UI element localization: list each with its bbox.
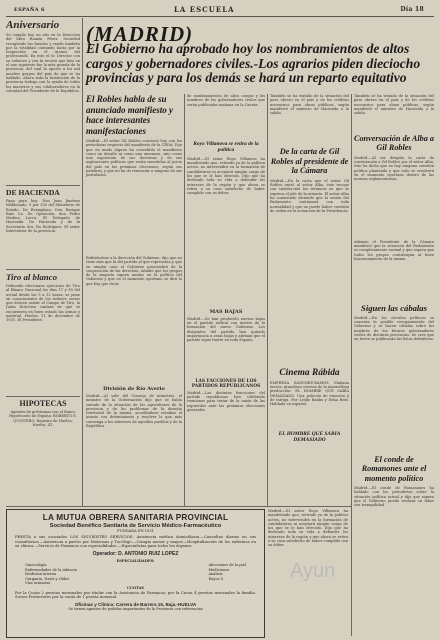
hacienda-heading: DE HACIENDA [6,188,60,197]
column-two [86,94,182,506]
tiro-heading: Tiro al blanco [6,272,57,282]
nombramientos-text: de nombramientos de altos cargos y los nombres de los gobernadores civiles que serán publicados mañana en la Gaceta. [187,94,265,107]
ad-operador: Operador: D. ANTONIO RUIZ LOPEZ [92,550,179,557]
rio-averio-heading: División de Río Averio [103,386,165,392]
ad-footer-note: Se tienen agentes de pedidos importantes de la Provincia con referencias [68,606,203,611]
masthead-title: LA ESCUELA [174,5,235,14]
facciones-heading: LAS FACCIONES DE LOS PARTIDOS REPUBLICANOS [191,378,261,389]
especialidad-item: Vías urinarias [25,580,51,585]
ad-address: Oficinas y Clínica: Carrera de Barrera 15, Baja.-HUELVA [74,601,197,607]
column-separator [184,94,185,506]
divider [6,396,80,397]
archive-watermark: Ayun [290,560,336,582]
col5-top-text: También se ha tratado de la situación del paro obrero en el país y de los créditos necesarios para obras públicas, según manifestó el ministro de Hacienda a la salida. [354,94,434,116]
hombre-heading: EL HOMBRE QUE SABIA DEMASIADO [278,430,341,444]
especialidad-item: Ginecología [25,563,47,568]
robles-text-1: Madrid.—El señor Gil Robles conversó hoy con los periodistas respecto del manifiesto de la CEDA. Dijo que en modo alguno ha concebido el manifiesto como un desafío ni como una amenaza, sino como una exposición de sus doctrinas y de sus aspiraciones políticas que serán sometidas al juicio del país en las próximas elecciones, según sus palabras, y que no ha de renunciar a ninguno de sus postulados. [86,139,182,178]
main-headline [86,22,434,86]
especialidad-item: Garganta, Nariz y Oídos [25,576,70,581]
divider [6,185,80,186]
column-five [354,94,434,636]
ad-cuotas-text: Por la Cuota 2 pesetas mensuales por titular con la Asistencia de Farmacia; por la Cuota 4 pesetas mensuales la familia. Socios Protectores por la cuota de 1 peseta mensual. [15,589,256,600]
especialidad-item: Mediciones [208,567,230,572]
aniversario-text: Se cumple hoy un año en la Dirección del libro Ramón Pérez. Sociedad recogiendo las fuentes y vende también por la totalidad contando hasta por la Inspección en el Ateneo del profesorado. En este el Sr. Director con su esfuerzo y con la revista que hizo en el ano siguiente fue la más grande de la provincia, del cual la aportó a los mil muchos grupos del país de que se ha hablado. Ahora toda la Institución de la provincia trabaja con la ayuda de todos los maestros y sus colaboradores en la voluntad del Presidente de la República. [6,33,80,93]
divider [6,506,351,507]
ad-title: LA MUTUA OBRERA SANITARIA PROVINCIAL [42,513,229,522]
romanones-text: Madrid.—El conde de Romanones ha hablado con los periodistas sobre la situación política actual y dijo que espera que el Gobierno pueda realizar su labor con tranquilidad. [354,486,434,508]
royo-heading: Royo Villanova se retira de la política [193,141,259,154]
paro-text: También se ha tratado de la situación del paro obrero en el país y de los créditos necesarios para obras públicas, según manifestó el ministro de Hacienda a la salida. [270,94,349,116]
carta-text: Madrid.—En la carta que el señor Gil Robles envió al señor Alba, éste recoge con satisfacción los términos en que se expresa el jefe de la minoría. El señor Alba ha contestado diciendo que la sesión del Parlamento continuará con toda normalidad y que no puede haber cuestión de orden en la actuación de la Presidencia. [270,178,349,213]
especialidad-item: Afecciones de la piel [208,563,246,568]
left-column [6,18,80,506]
ad-founded: FUNDADA EN 1931 [117,529,154,533]
ad-cuotas-heading: CUOTAS [127,586,144,591]
ad-especialidades-heading: ESPECIALIDADES: [116,558,155,563]
royo-text: Madrid.—El señor Royo Villanova ha manifestado que, retirado ya de la política activa, no intervendrá en la formación de candidaturas ni aceptará ningún cargo de los que se le han ofrecido. Dijo que ha dedicado toda su vida a defender los intereses de la región y que ahora se retira a su casa satisfecho de haber cumplido con su deber. [187,156,265,196]
especialidades-right [209,563,247,585]
aniversario-heading: Aniversario [6,19,60,31]
cinema-text: EMPRESA SANCHEZ-RAMOS. Mañana jueves, grandioso estreno de la maravillosa producción: EL HOMBRE QUE SABÍA DEMASIADO. Una película de emoción y de intriga. Por Leslie Banks y Edna Best. Hablada en español. [270,380,349,407]
ad-body: PRESTA a sus asociados LOS SIGUIENTES SERVICIOS: Asistencia médica domiciliaria.—Consultas diarias en sus consultorios.—Asistencia a partos por Matronas y Tocólogo.—Cirugía menor y mayor.—Hospitalización de los enfermos en su clínica.—Servicio de Farmacia con especialidades.—Especialistas para todos los órganos. [15,534,256,549]
masthead [6,4,434,17]
tiro-text: Debiendo efectuarse ejercicios de Tiro al Blanco Nacional los días 17 y 18 del actual desde las 9 a 12 horas, se pone en conocimiento de los señores socios que deseen asistir al Campo de Tiro, la Junta Directiva cuidará de que se encuentren en buen estado las armas y material. Huelva, 11 de diciembre de 1931. El Presidente. [6,284,80,323]
hipotecas-heading: HIPOTECAS [19,399,67,408]
masthead-date: Día 18 [400,6,424,13]
carta-headline: De la carta de Gil Robles al presidente de la Cámara [270,147,349,176]
rio-averio-text: Madrid.—Al salir del Consejo de ministros, el ministro de la Gobernación dijo que se había tratado de la situación de los agricultores de la provincia y de los problemas de la división territorial de la misma, acordándose estudiar el asunto con detenimiento y resolver lo que más convenga a los intereses de aquellos pueblos y de la República. [86,394,182,429]
romanones-headline: El conde de Romanones ante el momento político [361,454,427,483]
hacienda-text: Pago para hoy: Don Juan Jiménez Maldonado, 9 por 100 del Ministerio de Estado. De Reemplazo: Don Enrique Ruiz Ca. De Oposición, don Pedro Medina Lorca. El Delegado de Hacienda. De Hacienda y de la Secretaría Sra. Ro Rodríguez. El señor Interventor de la provincia. [6,199,80,234]
column-separator [351,94,352,636]
especialidades-left [25,563,77,585]
especialidad-item: Medicina interna [25,572,57,577]
mas-bajas-heading: MAS BAJAS [209,308,243,315]
especialidad-item: Análisis [208,572,223,577]
alba-headline: Conversación de Alba a Gil Robles [354,134,434,153]
mas-bajas-text: Madrid.—Se han producido nuevas bajas en el partido radical con motivo de la formación del nuevo Gobierno. Los dirigentes del partido han quitado importancia a estas bajas y afirman que el partido sigue fuerte en toda España. [187,316,265,343]
hipotecas-text: Agentes de préstamos con el Banco Hipotecario de España: ROBERTO E. QUINTERO. Registro de Huelva. Huelva, 41. [9,410,77,427]
mutua-obrera-advertisement [6,509,265,638]
ad-subtitle: Sociedad Benéfico Sanitaria de Servicio Médico-Farmacéutico [49,523,222,529]
robles-text-2: Refiriéndose a la dirección del Gobierno, dijo que no tiene más que la del partido al que representa y que en ningún caso el Gobierno prescindirá de la cooperación de las derechas. Añadió que los grupos de la mayoría siguen unidos en la política del Gobierno y que en el momento oportuno se dirá lo que hay que decir. [86,256,182,286]
ad-especialidades-list [7,563,264,585]
column-three [187,94,265,506]
alba-text-2: Además el Presidente de la Cámara manifestó que la situación del Parlamento es completamente normal y que espera que todos los grupos contribuyan al buen funcionamiento de la misma. [354,239,434,261]
facciones-text: Madrid.—Las distintas fracciones del partido republicano han celebrado reuniones para tratar de la unión de las izquierdas ante las próximas elecciones generales. [187,390,265,412]
masthead-left: ESPAÑA 6 [14,7,45,13]
robles-headline: El Robles habla de su anunciado manifiesto y hace interesantes manifestaciones [86,94,174,136]
alba-text-1: Madrid.—Al ser dirigida la carta de contestación a Gil Robles por el señor Alba, éste ha dicho que no hay ninguna cuestión política planteada y que todo se resolverá en el momento oportuno dentro de las normas reglamentarias. [354,155,434,182]
divider [6,269,80,270]
especialidad-item: Rayos X [208,576,224,581]
column-four [270,94,349,506]
cinema-heading: Cinema Rábida [279,367,340,378]
column-separator [82,18,83,506]
headline-madrid: (MADRID) [86,22,194,46]
column-separator [267,94,268,506]
headline-text: El Gobierno ha aprobado hoy los nombramientos de altos cargos y gobernadores civiles.-Los agrarios piden dieciocho provincias y para los demás se hará un reparto equitativo [86,41,421,85]
especialidad-item: Enfermedades de la infancia [25,567,78,572]
bottom-middle-text: Madrid.—El señor Royo Villanova ha manifestado que, retirado ya de la política activa, no intervendrá en la formación de candidaturas ni aceptará ningún cargo de los que se le han ofrecido. Dijo que ha dedicado toda su vida a defender los intereses de la región y que ahora se retira a su casa satisfecho de haber cumplido con su deber. [268,509,348,548]
cabalas-headline: Siguen las cábalas [361,302,427,313]
cabalas-text: Madrid.—En los círculos políticos se comenta la posible reorganización del Gobierno y se hacen cábalas sobre los nombres de los futuros gobernadores civiles de distintas provincias. Se cree que en breve se publicarán las listas definitivas. [354,315,434,342]
